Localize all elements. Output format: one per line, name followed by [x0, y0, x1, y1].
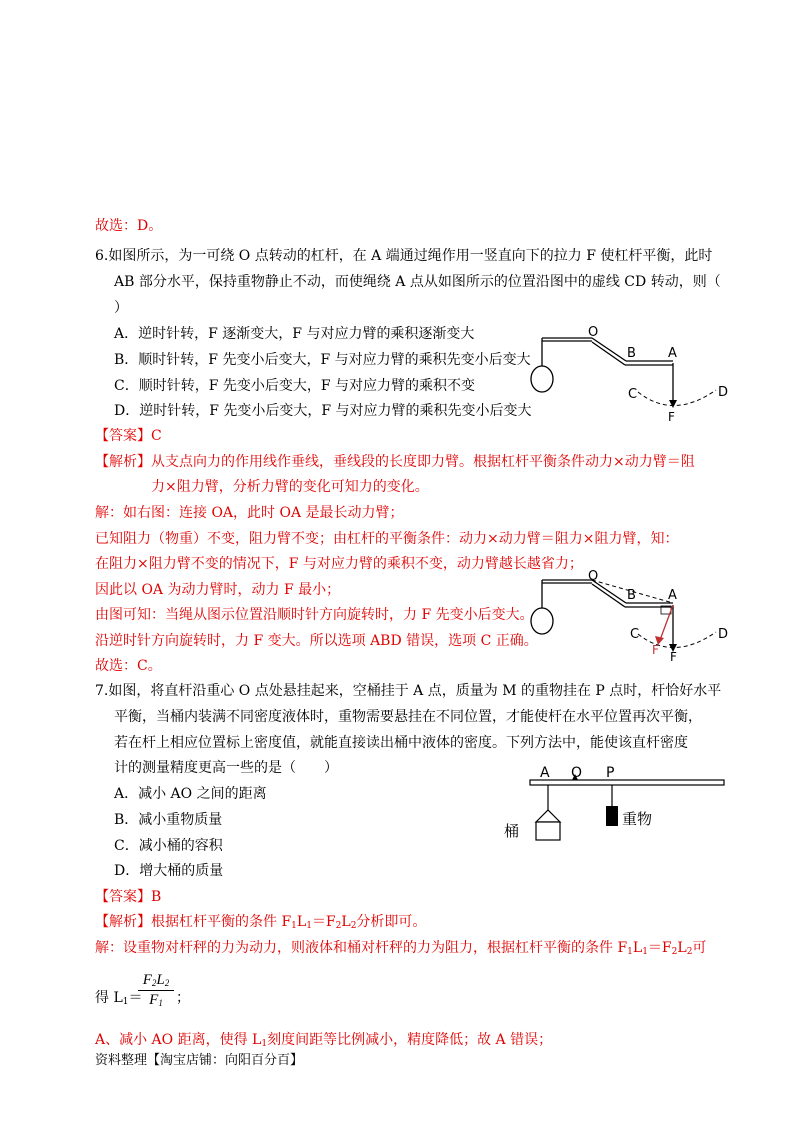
q7-option-d: D．增大桶的质量	[114, 863, 224, 879]
prev-final-answer: 故选：D。	[95, 218, 163, 234]
q6-sol-fig-label-d: D	[718, 627, 729, 642]
q7-last-line-post: 刻度间距等比例减小，精度降低；故 A 错误；	[267, 1032, 553, 1048]
q6-fig-label-a: A	[668, 346, 677, 361]
q6-fig-label-d: D	[718, 385, 729, 400]
q7-fig-label-p: P	[606, 765, 615, 781]
q7-solution-formula: $_1L_1=F_2L_2$	[627, 940, 693, 957]
q7-answer-row	[95, 887, 161, 907]
q7-analysis-tag: 【解析】	[95, 914, 151, 930]
q6-option-b: B．顺时针转，F 先变小后变大，F 与对应力臂的乘积先变小后变大	[114, 352, 531, 368]
q6-fig-label-c: C	[628, 387, 638, 402]
q7-answer-value: B	[151, 889, 162, 905]
q7-analysis-row	[95, 912, 426, 936]
q7-formula-pre: 得 L	[95, 990, 123, 1006]
q6-stem-line2: AB 部分水平，保持重物静止不动，而使绳绕 A 点从如图所示的位置沿图中的虚线 CD 转动，则（	[114, 274, 721, 290]
q6-solution-line5: 由图可知：当绳从图示位置沿顺时针方向旋转时，力 F 先变小后变大。	[95, 607, 534, 623]
q6-answer-row	[95, 426, 162, 446]
q6-sol-fig-label-f: F	[670, 650, 677, 664]
q7-solution-last-line: A、减小 AO 距离，使得 $L_1$刻度间距等比例减小，精度降低；故 A 错误；	[95, 1032, 553, 1049]
q7-stem-line1: 7.如图，将直杆沿重心 O 点处悬挂起来，空桶挂于 A 点，质量为 M 的重物挂在 P 点时，杆恰好水平	[95, 683, 722, 699]
q6-sol-fig-label-c: C	[630, 627, 640, 642]
q7-option-b: B．减小重物质量	[114, 812, 223, 828]
q6-option-c: C．顺时针转，F 先变小后变大，F 与对应力臂的乘积不变	[114, 378, 476, 394]
q7-formula-lead: 得 $L_1=$	[95, 990, 143, 1007]
q7-option-c: C．减小桶的容积	[114, 838, 223, 854]
q7-fraction-bar	[138, 990, 174, 991]
q6-option-d: D．逆时针转，F 先变小后变大，F 与对应力臂的乘积先变小后变大	[114, 403, 532, 419]
q6-fig-label-o: O	[588, 326, 599, 340]
q7-fraction	[136, 972, 176, 1009]
q7-solution-pre: 解：设重物对杆秤的力为动力，则液体和桶对杆秤的力为阻力，根据杠杆平衡的条件 F	[95, 940, 628, 956]
q6-analysis-line2: 力×阻力臂，分析力臂的变化可知力的变化。	[151, 479, 429, 495]
q6-sol-fig-label-b: B	[627, 588, 636, 603]
q6-fig-label-f: F	[668, 410, 675, 424]
q7-solution-post: 可	[692, 940, 707, 956]
q6-final-answer: 故选：C。	[95, 658, 162, 674]
q6-stem-line1: 6.如图所示，为一可绕 O 点转动的杠杆，在 A 端通过绳作用一竖直向下的拉力 F 使杠杆平衡，此时	[95, 248, 713, 264]
q6-solution-line3: 在阻力×阻力臂不变的情况下，F 与对应力臂的乘积不变，动力臂越长越省力；	[95, 556, 583, 572]
q7-formula-semicolon: ；	[176, 990, 190, 1006]
q6-solution-line6: 沿逆时针方向旋转时，力 F 变大。所以选项 ABD 错误，选项 C 正确。	[95, 633, 538, 649]
q7-fig-label-o: O	[571, 765, 583, 781]
q6-analysis-row	[95, 452, 695, 472]
q7-fraction-denominator: $F_1$	[149, 992, 163, 1008]
q7-option-a: A．减小 AO 之间的距离	[114, 786, 267, 802]
q7-stem-line2: 平衡，当桶内装满不同密度液体时，重物需要悬挂在不同位置，才能使杆在水平位置再次平衡，	[114, 709, 702, 725]
q6-sol-fig-label-f-red: F	[652, 643, 659, 657]
q7-fig-label-a: A	[540, 765, 550, 781]
q7-last-line-pre: A、减小 AO 距离，使得 L	[95, 1032, 262, 1048]
q7-stem-line3: 若在杆上相应位置标上密度值，就能直接读出桶中液体的密度。下列方法中，能使该直杆密度	[114, 735, 688, 751]
q7-fig-label-bucket: 桶	[504, 822, 520, 840]
q6-solution-line4: 因此以 OA 为动力臂时，动力 F 最小；	[95, 582, 341, 598]
q7-solution-line1	[95, 938, 706, 962]
q6-solution-line2: 已知阻力（物重）不变，阻力臂不变；由杠杆的平衡条件：动力×动力臂＝阻力×阻力臂，知：	[95, 531, 679, 547]
q6-lever-figure	[528, 326, 748, 426]
q6-solution-figure	[528, 568, 748, 666]
q6-sol-fig-label-a: A	[668, 588, 677, 603]
q6-solution-line1: 解：如右图：连接 OA，此时 OA 是最长动力臂；	[95, 505, 404, 521]
q7-analysis-formula: $_1L_1=F_2L_2$	[291, 914, 357, 931]
q7-fig-label-weight: 重物	[622, 810, 653, 828]
q7-answer-tag: 【答案】	[95, 889, 151, 905]
q6-answer-tag: 【答案】	[95, 428, 151, 444]
q7-analysis-post: 分析即可。	[356, 914, 427, 930]
q6-option-a: A．逆时针转，F 逐渐变大，F 与对应力臂的乘积逐渐变大	[114, 326, 475, 342]
q7-stem-line4: 计的测量精度更高一些的是（ ）	[114, 760, 338, 776]
q6-answer-value: C	[151, 428, 162, 444]
q7-fraction-numerator: $F_2L_2$	[142, 972, 170, 988]
q6-sol-fig-label-o: O	[588, 569, 599, 584]
q7-analysis-pre: 根据杠杆平衡的条件 F	[151, 914, 292, 930]
page-footer: 资料整理【淘宝店铺：向阳百分百】	[95, 1053, 304, 1068]
q6-analysis-text: 从支点向力的作用线作垂线，垂线段的长度即力臂。根据杠杆平衡条件动力×动力臂＝阻	[151, 454, 695, 470]
q6-stem-line3: ）	[114, 300, 128, 316]
q7-steelyard-figure	[500, 764, 730, 844]
q6-fig-label-b: B	[627, 346, 636, 361]
q6-analysis-tag: 【解析】	[95, 454, 151, 470]
